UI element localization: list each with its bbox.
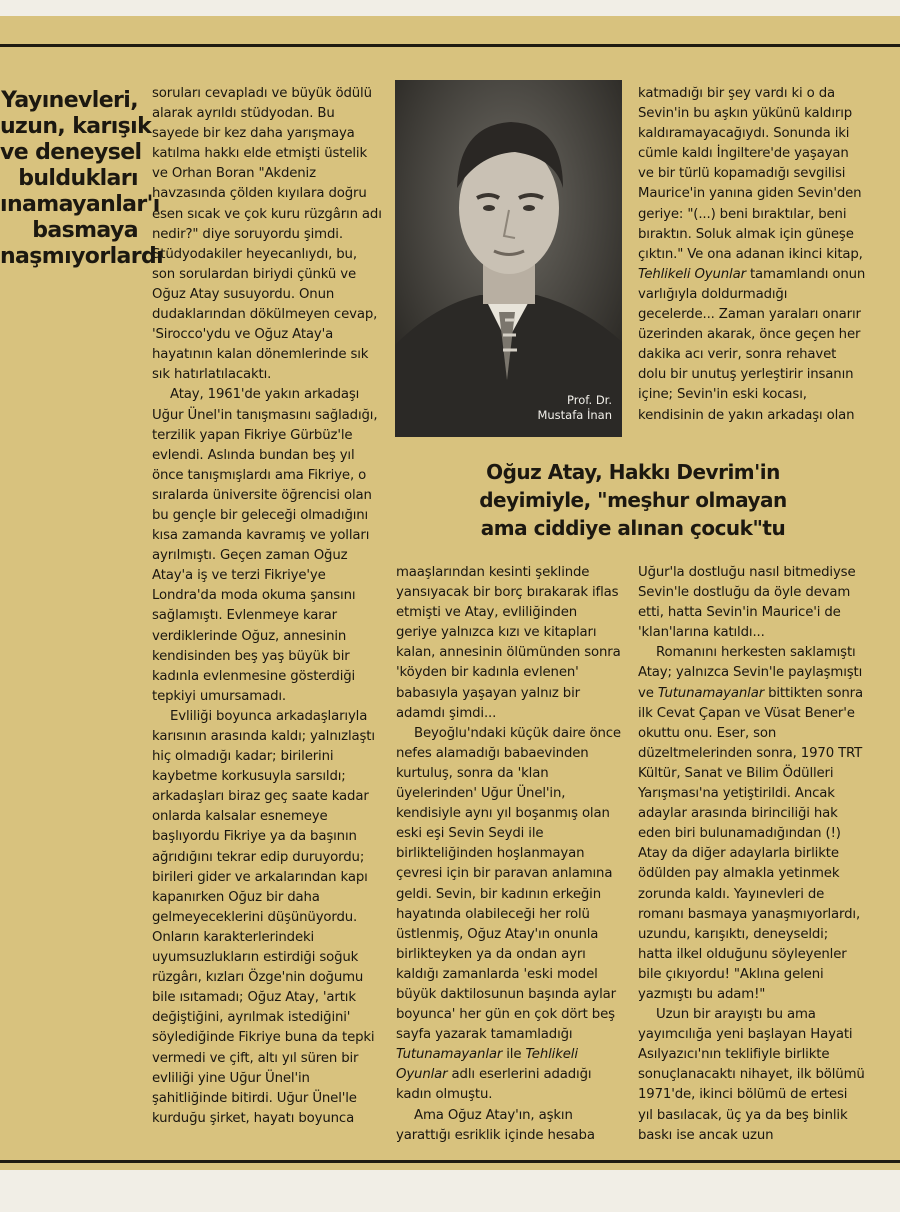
text-run: Beyoğlu'ndaki küçük daire önce nefes alamadığı babaevinden kurtuluş, sonra da 'klan üyelerinden' Uğur Ünel'in, kendisiyle aynı yıl boşanmış olan eski eşi Sevin Seydi ile birlikteliğinden hoşlanmayan çevresi için bir paravan anlamına geldi. Sevin, bir kadının erkeğin hayatında olabileceği her rolü üstlenmiş, Oğuz Atay'ın onunla birlikteyken ya da ondan ayrı kaldığı zamanlarda 'eski model büyük daktilosunun başında aylar boyunca' her gün en çok dört beş sayfa yazarak tamamladığı xyxy=(396,725,621,1043)
photo-caption xyxy=(537,393,612,423)
article-column-3-top xyxy=(638,84,866,426)
book-title: Tutunamayanlar xyxy=(396,1047,503,1063)
top-rule xyxy=(0,44,900,47)
caption-line: Prof. Dr. xyxy=(567,393,612,407)
pullquote-left-line: uzun, karışık xyxy=(0,114,152,139)
text-run: bittikten sonra ilk Cevat Çapan ve Vüsat Bener'e okuttu onu. Eser, son düzeltmelerinden sonra, 1970 TRT Kültür, Sanat ve Bilim Ödülleri Yarışması'na yetiştirildi. Ancak adaylar arasında birinciliği hak eden biri bulunamadığından (!) Atay da diğer adaylarla birlikte ödülden pay almakla yetinmek zorunda kaldı. Yayınevleri de romanı basmaya yanaşmıyorlardı, uzundu, karışıktı, deneyseldi; hatta ilkel olduğunu söyleyenler bile çıkıyordu! "Aklına geleni yazmıştı bu adam!" xyxy=(638,685,863,1002)
pullquote-left-line: ınamayanlar'ı xyxy=(0,192,160,217)
book-title: Tutunamayanlar xyxy=(657,685,765,701)
paragraph xyxy=(396,724,622,1106)
article-column-3-bottom xyxy=(638,563,866,1146)
caption-line: Mustafa İnan xyxy=(537,408,612,422)
article-column-1 xyxy=(152,84,382,1129)
pullquote-left-line: buldukları xyxy=(18,166,138,191)
portrait-photo xyxy=(395,80,622,437)
paragraph: Evliliği boyunca arkadaşlarıyla karısının arasında kaldı; yalnızlaştı hiç olmadığı kadar; birilerini kaybetme korkusuyla sarsıldı; arkadaşları biraz geç saate kadar onlarda kalsalar esnemeye başlıyordu Fikriye ya da başının ağrıdığını tekrar edip duruyordu; birileri gider ve arkalarından kapı kapanırken Oğuz bir daha gelmeyeceklerini düşünüyordu. Onların karakterlerindeki uyumsuzlukların estirdiği soğuk rüzgârı, kızları Özge'nin doğumu bile ısıtamadı; Oğuz Atay, 'artık değiştiğini, ayrılmak istediğini' söylediğinde Fikriye buna da tepki vermedi ve çift, altı yıl süren bir evliliği yine Uğur Ünel'in şahitliğinde bitirdi. Uğur Ünel'le kurduğu şirket, hayatı boyunca xyxy=(152,708,375,1126)
book-title: Tehlikeli Oyunlar xyxy=(396,1047,578,1083)
pullquote-left-line: naşmıyorlardı xyxy=(0,244,164,269)
pullquote-left xyxy=(0,88,164,270)
text-run: ile xyxy=(502,1047,526,1063)
pullquote-center-line: Oğuz Atay, Hakkı Devrim'in xyxy=(486,460,780,484)
paragraph: Uzun bir arayıştı bu ama yayımcılığa yeni başlayan Hayati Asılyazıcı'nın teklifiyle birlikte sonuçlanacaktı nihayet, ilk bölümü 1971'de, ikinci bölümü de ertesi yıl basılacak, üç ya da beş binlik baskı ise ancak uzun xyxy=(638,1007,865,1143)
paragraph: Ama Oğuz Atay'ın, aşkın yarattığı esriklik içinde hesaba xyxy=(396,1107,595,1143)
paragraph: Atay, 1961'de yakın arkadaşı Uğur Ünel'in tanışmasını sağladığı, terzilik yapan Fikriye Gürbüz'le evlendi. Aslında bundan beş yıl önce tanışmışlardı ama Fikriye, o sıralarda üniversite öğrencisi olan bu gençle bir geleceği olmadığını kısa zamanda kavramış ve yolları ayrılmıştı. Geçen zaman Oğuz Atay'a iş ve terzi Fikriye'ye Londra'da moda okuma şansını sağlamıştı. Evlenmeye karar verdiklerinde Oğuz, annesinin kendisinden beş yaş büyük bir kadınla evlenmesine gösterdiği tepkiyi umursamadı. xyxy=(152,387,378,704)
book-title: Tehlikeli Oyunlar xyxy=(638,266,746,282)
paragraph: Uğur'la dostluğu nasıl bitmediyse Sevin'le dostluğu da öyle devam etti, hatta Sevin'in Maurice'i de 'klan'larına katıldı... xyxy=(638,565,856,641)
pullquote-center-line: deyimiyle, "meşhur olmayan xyxy=(479,488,787,512)
pullquote-center xyxy=(440,458,826,542)
page-top-edge xyxy=(0,0,900,16)
pullquote-center-line: ama ciddiye alınan çocuk"tu xyxy=(480,516,786,540)
text-run: katmadığı bir şey vardı ki o da Sevin'in bu aşkın yükünü kaldırıp kaldıramayacağıydı. Sonunda iki cümle kaldı İngiltere'de yaşayan ve bir türlü kopamadığı sevgilisi Maurice'in yanına giden Sevin'den geriye: "(...) beni bıraktılar, beni bıraktın. Soluk almak için güneşe çıktın." Ve ona adanan ikinci kitap, xyxy=(638,86,863,262)
pullquote-left-line: ve deneysel xyxy=(0,140,142,165)
paragraph: soruları cevapladı ve büyük ödülü alarak ayrıldı stüdyodan. Bu sayede bir kez daha yarışmaya katılma hakkı elde etmişti üstelik ve Orhan Boran "Akdeniz havzasında çölden kıyılara doğru esen sıcak ve çok kuru rüzgârın adı nedir?" diye soruyordu şimdi. Stüdyodakiler heyecanlıydı, bu, son sorulardan biriydi çünkü ve Oğuz Atay susuyordu. Onun dudaklarından dökülmeyen cevap, 'Sirocco'ydu ve Oğuz Atay'a hayatının kalan dönemlerinde sık sık hatırlatılacaktı. xyxy=(152,86,382,383)
pullquote-left-line: Yayınevleri, xyxy=(1,88,138,113)
bottom-rule xyxy=(0,1160,900,1163)
text-run: adlı eserlerini adadığı kadın olmuştu. xyxy=(396,1067,592,1103)
paragraph xyxy=(638,84,866,426)
page-bottom-edge xyxy=(0,1170,900,1212)
article-column-2 xyxy=(396,563,622,1146)
paragraph xyxy=(638,643,866,1005)
text-run: Romanını herkesten saklamıştı Atay; yalnızca Sevin'le paylaşmıştı ve xyxy=(638,645,863,701)
paragraph: maaşlarından kesinti şeklinde yansıyacak bir borç bırakarak iflas etmişti ve Atay, evliliğinden geriye yalnızca kızı ve kitapları kalan, annesinin ölümünden sonra 'köyden bir kadınla evlenen' babasıyla yaşayan yalnız bir adamdı şimdi... xyxy=(396,565,621,721)
pullquote-left-line: basmaya xyxy=(32,218,138,243)
portrait-image xyxy=(395,80,622,437)
text-run: tamamlandı onun varlığıyla doldurmadığı gecelerde... Zaman yaraları onarır üzerinden akarak, önce geçen her dakika acı verir, sonra rehavet dolu bir unutuş yerleştirir insanın içine; Sevin'in eski kocası, kendisinin de yakın arkadaşı olan xyxy=(638,266,866,423)
